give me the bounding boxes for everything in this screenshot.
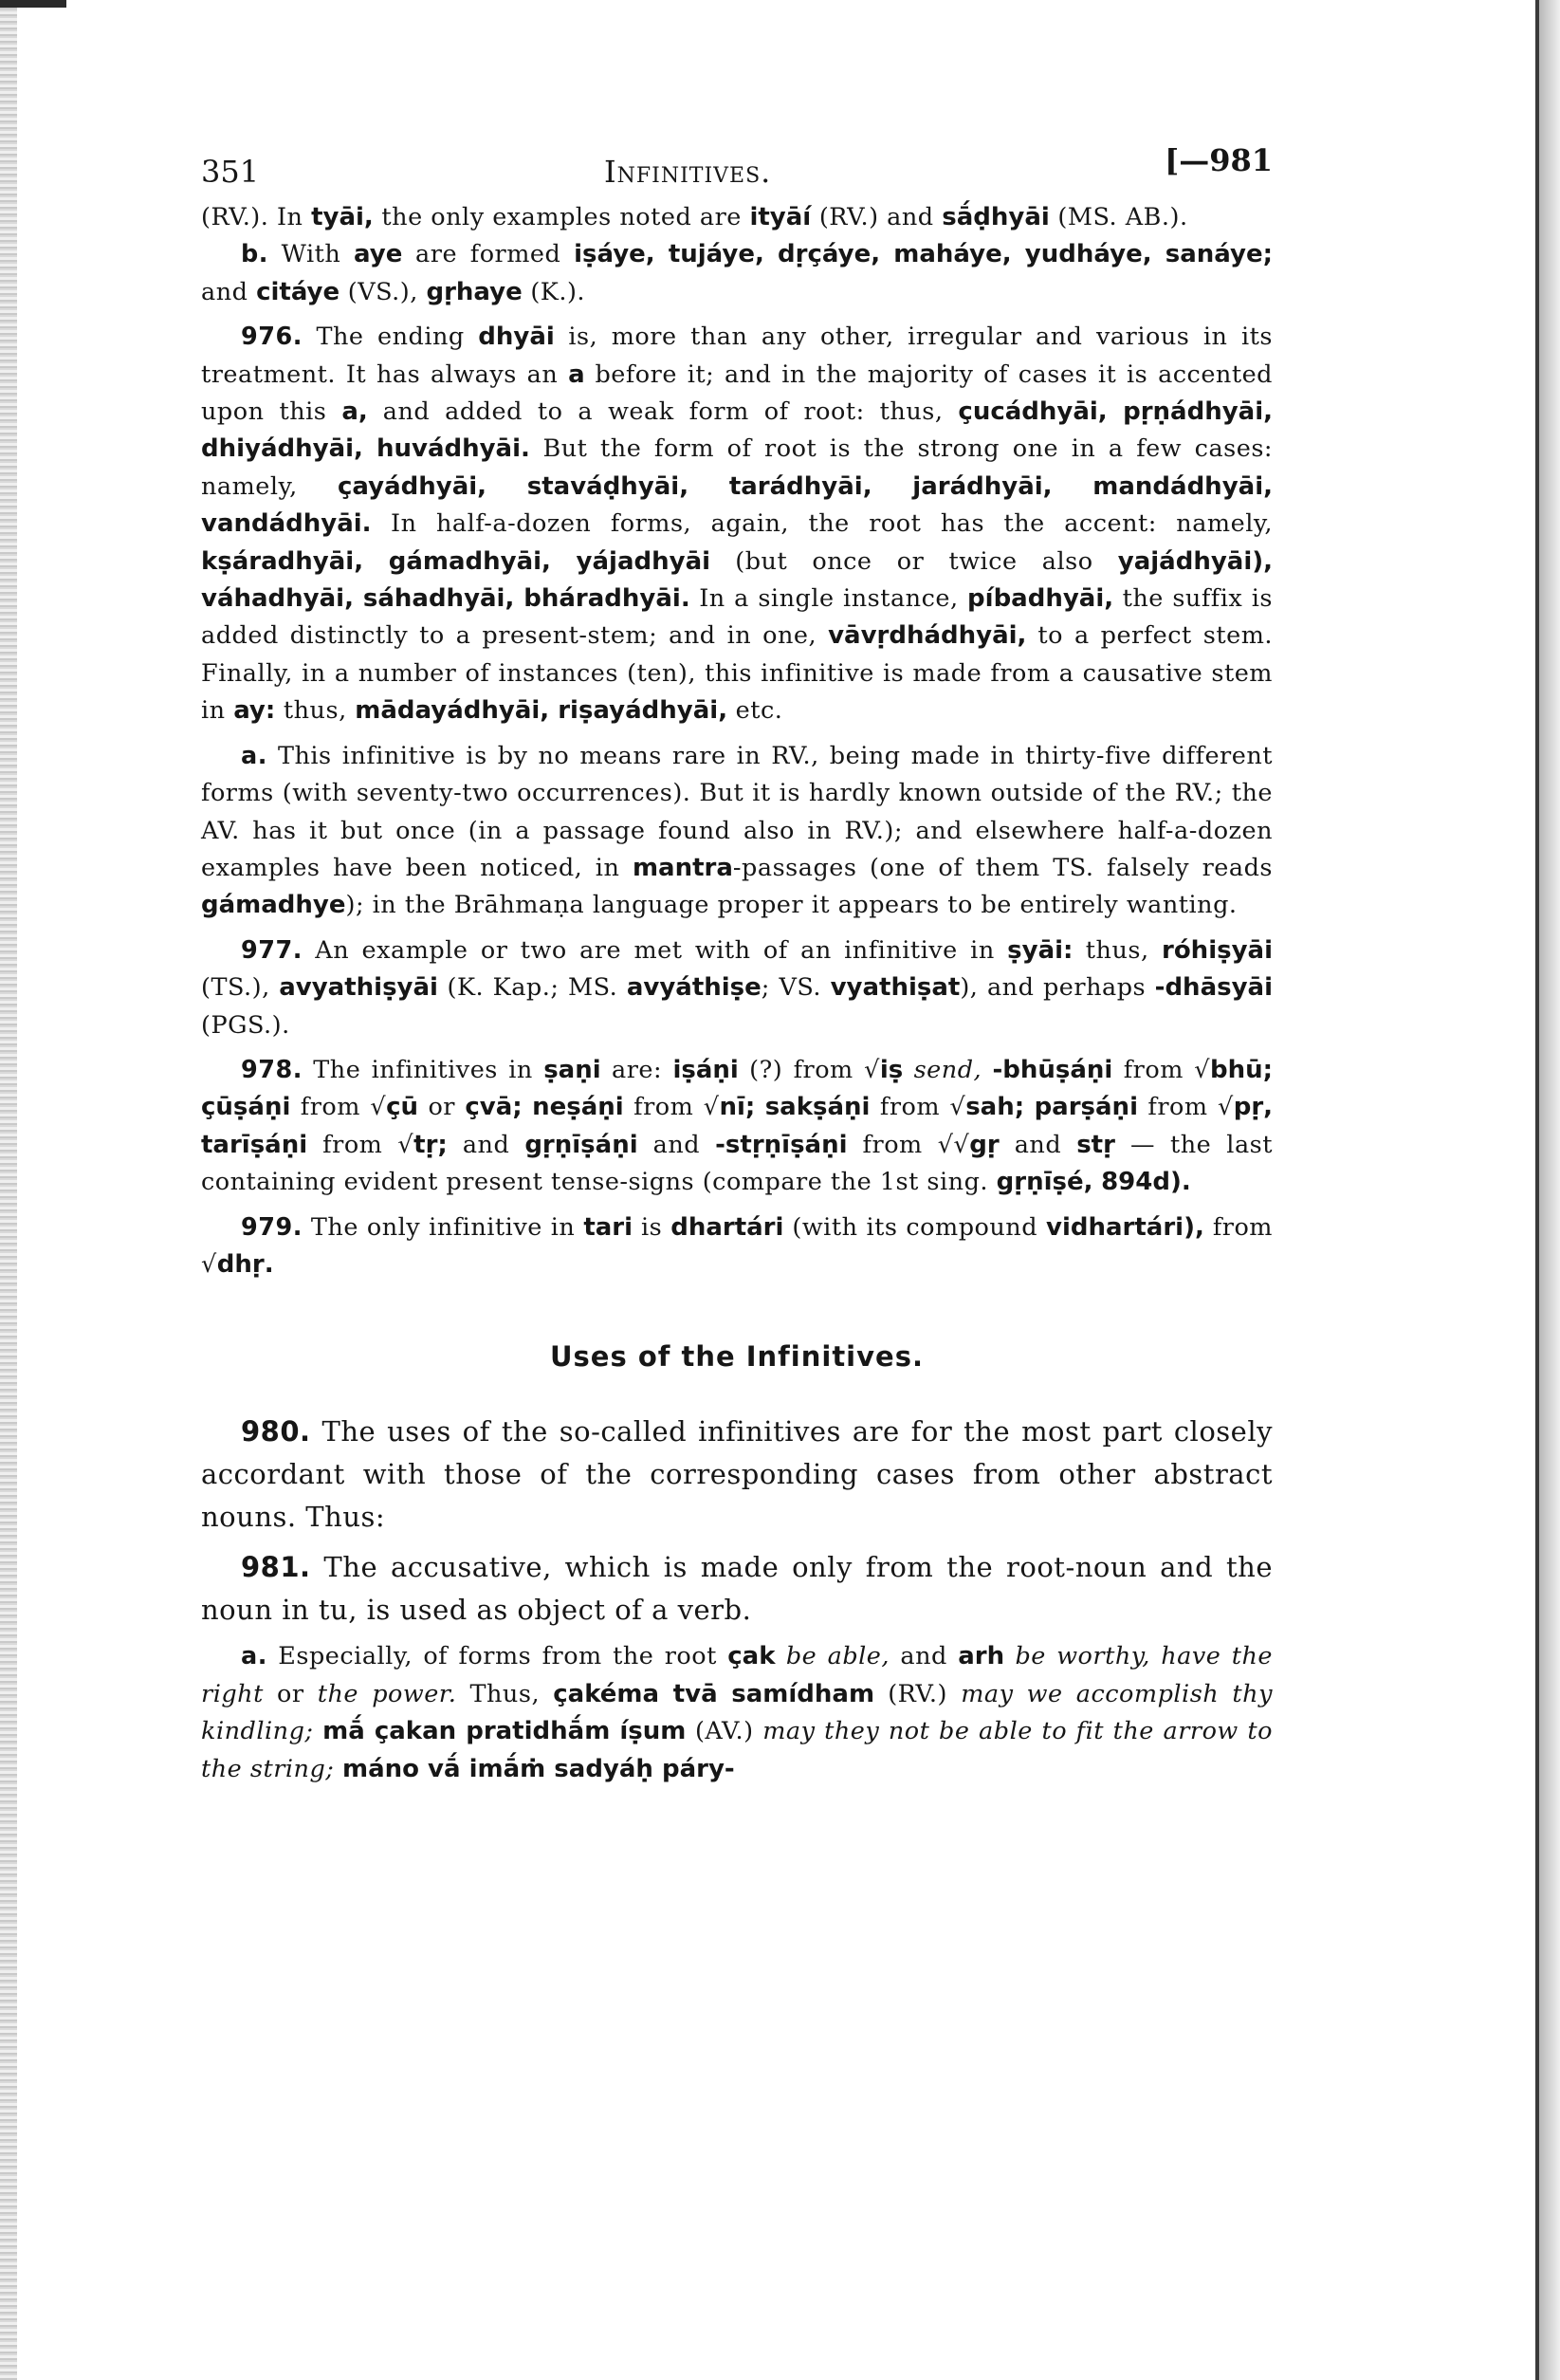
- page-number: 351: [201, 154, 260, 190]
- scan-edge-right: [1539, 0, 1560, 2380]
- scan-corner-mark: [0, 0, 66, 8]
- book-page: [201, 142, 1273, 1788]
- paragraph-975-continuation: (RV.). In tyāi, the only examples noted are ityāí (RV.) and sā́ḍhyāi (MS. AB.).: [201, 203, 1188, 231]
- paragraph-976: 976. The ending dhyāi is, more than any other, irregular and various in its treatment. It has always an a before it; and in the majority of cases it is accented upon this a, and added to a weak form of root: thus, çucádhyāi, pṛṇádhyāi, dhiyádhyāi, huvádhyāi. But the form of root is the strong one in a few cases: namely, çayádhyāi, staváḍhyāi, tarádhyāi, jarádhyāi, mandádhyāi, vandádhyāi. In half-a-dozen forms, again, the root has the accent: namely, kṣáradhyāi, gámadhyāi, yájadhyāi (but once or twice also yajádhyāi), váhadhyāi, sáhadhyāi, bháradhyāi. In a single instance, píbadhyāi, the suffix is added distinctly to a present-stem; and in one, vāvṛdhádhyāi, to a perfect stem. Finally, in a number of instances (ten), this infinitive is made from a causative stem in ay: thus, mādayádhyāi, riṣayádhyāi, etc.: [201, 323, 1274, 726]
- paragraph-981: 981. The accusative, which is made only from the root-noun and the noun in tu, is used as object of a verb.: [201, 1550, 1273, 1626]
- section-heading: Uses of the Infinitives.: [550, 1340, 924, 1374]
- section-range: [—981: [1165, 142, 1273, 178]
- paragraph-979: 979. The only infinitive in tari is dhartári (with its compound vidhartári), from √dhṛ.: [201, 1212, 1273, 1279]
- paragraph-975b: b. With aye are formed iṣáye, tujáye, dṛçáye, maháye, yudháye, sanáye; and citáye (VS.), gṛhaye (K.).: [201, 240, 1273, 306]
- running-header: [201, 142, 1273, 199]
- paragraph-976a: a. This infinitive is by no means rare in RV., being made in thirty-five different forms (with seventy-two occurrences). But it is hardly known outside of the RV.; the AV. has it but once (in a passage found also in RV.); and elsewhere half-a-dozen examples have been noticed, in mantra-passages (one of them TS. falsely reads gámadhye); in the Brāhmaṇa language proper it appears to be entirely wanting.: [201, 741, 1273, 920]
- paragraph-978: 978. The infinitives in ṣaṇi are: iṣáṇi (?) from √iṣ send, -bhūṣáṇi from √bhū; çūṣáṇi from √çū or çvā; neṣáṇi from √nī; sakṣáṇi from √sah; parṣáṇi from √pṛ, tarīṣáṇi from √tṛ; and gṛṇīṣáṇi and -stṛṇīṣáṇi from √√gṛ and stṛ — the last containing evident present tense-signs (compare the 1st sing. gṛṇīṣé, 894d).: [201, 1055, 1274, 1197]
- running-title: Infinitives.: [604, 154, 772, 190]
- scan-edge-left: [0, 0, 17, 2380]
- paragraph-980: 980. The uses of the so-called infinitives are for the most part closely accordant with those of the corresponding cases from other abstract nouns. Thus:: [201, 1415, 1273, 1533]
- paragraph-981a: a. Especially, of forms from the root çak be able, and arh be worthy, have the right or the power. Thus, çakéma tvā samídham (RV.) may we accomplish thy kindling; mā́ çakan pratidhā́m íṣum (AV.) may they not be able to fit the arrow to the string; máno vā́ imā́ṁ sadyáḥ páry-: [201, 1642, 1274, 1783]
- paragraph-977: 977. An example or two are met with of an infinitive in ṣyāi: thus, róhiṣyāi (TS.), avyathiṣyāi (K. Kap.; MS. avyáthiṣe; VS. vyathiṣat), and perhaps -dhāsyāi (PGS.).: [201, 935, 1273, 1040]
